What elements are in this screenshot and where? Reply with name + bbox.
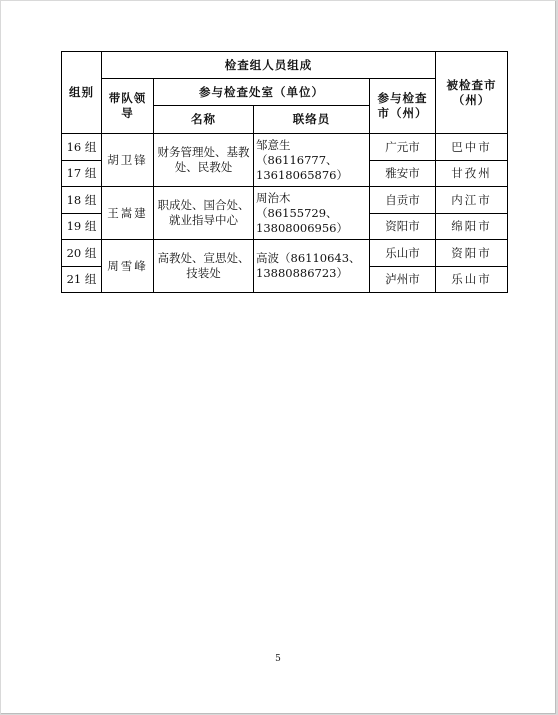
inspected-city-cell: 巴中市 [436, 134, 508, 161]
header-row-1 [62, 52, 508, 79]
header-contact: 联络员 [254, 106, 370, 134]
table-row [62, 240, 508, 267]
document-page [1, 1, 556, 714]
header-office: 参与检查处室（单位） [154, 79, 370, 106]
contact-cell: 邹意生（86116777、13618065876） [254, 134, 370, 187]
group-cell: 17 组 [62, 161, 102, 187]
header-office-name: 名称 [154, 106, 254, 134]
header-participating-city: 参与检查市（州） [370, 79, 436, 134]
inspected-city-cell: 内江市 [436, 187, 508, 214]
office-name-cell: 职成处、国合处、就业指导中心 [154, 187, 254, 240]
header-leader: 带队领导 [102, 79, 154, 134]
table-row [62, 134, 508, 161]
participating-city-cell: 乐山市 [370, 240, 436, 267]
contact-cell: 周治木（86155729、13808006956） [254, 187, 370, 240]
inspected-city-cell: 绵阳市 [436, 214, 508, 240]
participating-city-cell: 自贡市 [370, 187, 436, 214]
inspection-group-table [61, 51, 508, 293]
participating-city-cell: 雅安市 [370, 161, 436, 187]
header-group: 组别 [62, 52, 102, 134]
group-cell: 18 组 [62, 187, 102, 214]
header-composition: 检查组人员组成 [102, 52, 436, 79]
participating-city-cell: 泸州市 [370, 267, 436, 293]
table-row [62, 187, 508, 214]
participating-city-cell: 广元市 [370, 134, 436, 161]
group-cell: 21 组 [62, 267, 102, 293]
page-number: 5 [275, 654, 281, 664]
group-cell: 19 组 [62, 214, 102, 240]
contact-cell: 高波（86110643、13880886723） [254, 240, 370, 293]
office-name-cell: 财务管理处、基教处、民教处 [154, 134, 254, 187]
office-name-cell: 高教处、宣思处、技装处 [154, 240, 254, 293]
inspected-city-cell: 乐山市 [436, 267, 508, 293]
leader-cell: 周雪峰 [102, 240, 154, 293]
leader-cell: 胡卫锋 [102, 134, 154, 187]
participating-city-cell: 资阳市 [370, 214, 436, 240]
group-cell: 16 组 [62, 134, 102, 161]
inspected-city-cell: 资阳市 [436, 240, 508, 267]
leader-cell: 王嵩建 [102, 187, 154, 240]
header-inspected-city: 被检查市（州） [436, 52, 508, 134]
group-cell: 20 组 [62, 240, 102, 267]
inspected-city-cell: 甘孜州 [436, 161, 508, 187]
